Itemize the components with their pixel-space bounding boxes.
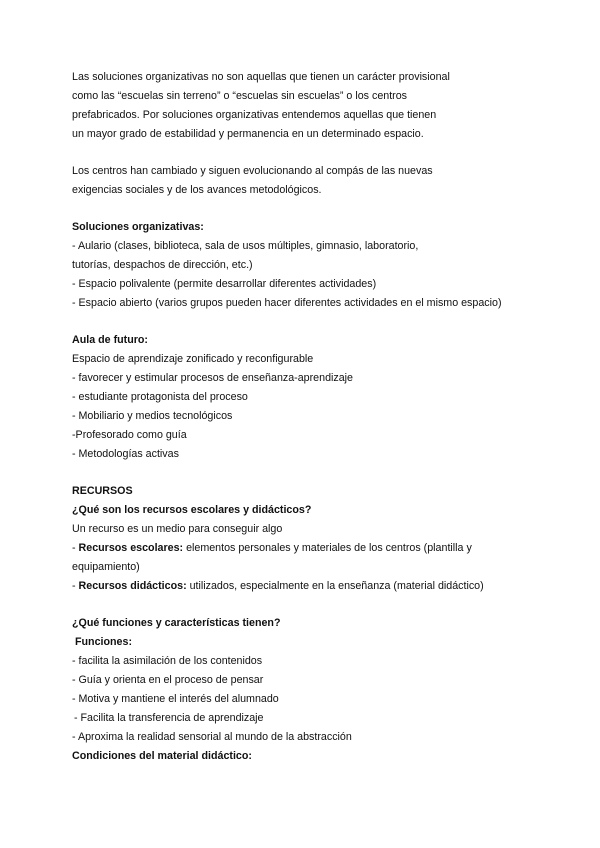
future-classroom-item: - Metodologías activas	[72, 448, 179, 460]
centers-line: exigencias sociales y de los avances metodológicos.	[72, 184, 322, 196]
school-resources-term: Recursos escolares:	[78, 542, 184, 554]
intro-line: como las “escuelas sin terreno” o “escuelas sin escuelas” o los centros	[72, 90, 408, 102]
document-page	[72, 68, 542, 766]
functions-section	[72, 614, 542, 766]
school-resources-continuation: equipamiento)	[72, 561, 140, 573]
spacer	[72, 144, 542, 162]
school-resources-prefix: -	[72, 542, 79, 554]
functions-question: ¿Qué funciones y características tienen?	[72, 617, 281, 629]
functions-item: - Facilita la transferencia de aprendizaje	[74, 712, 264, 724]
spacer	[72, 200, 542, 218]
resources-section	[72, 482, 542, 596]
resources-question: ¿Qué son los recursos escolares y didácticos?	[72, 504, 312, 516]
school-resources-item	[72, 539, 542, 558]
solutions-heading: Soluciones organizativas:	[72, 221, 204, 233]
spacer	[72, 313, 542, 331]
future-classroom-heading: Aula de futuro:	[72, 334, 148, 346]
spacer	[72, 596, 542, 614]
intro-line: prefabricados. Por soluciones organizativas entendemos aquellas que tienen	[72, 109, 437, 121]
functions-item: - Guía y orienta en el proceso de pensar	[72, 674, 264, 686]
functions-item: - Motiva y mantiene el interés del alumnado	[72, 693, 279, 705]
functions-item: - Aproxima la realidad sensorial al mundo de la abstracción	[72, 731, 352, 743]
future-classroom-item: - estudiante protagonista del proceso	[72, 391, 248, 403]
solutions-section	[72, 218, 542, 313]
future-classroom-item: -Profesorado como guía	[72, 429, 187, 441]
functions-item: - facilita la asimilación de los contenidos	[72, 655, 263, 667]
solutions-item: - Espacio polivalente (permite desarrollar diferentes actividades)	[72, 278, 377, 290]
solutions-item: tutorías, despachos de dirección, etc.)	[72, 259, 253, 271]
didactic-resources-item	[72, 577, 542, 596]
intro-line: Las soluciones organizativas no son aquellas que tienen un carácter provisional	[72, 71, 450, 83]
intro-line: un mayor grado de estabilidad y permanencia en un determinado espacio.	[72, 128, 424, 140]
solutions-item: - Espacio abierto (varios grupos pueden hacer diferentes actividades en el mismo espacio)	[72, 297, 502, 309]
didactic-resources-text: utilizados, especialmente en la enseñanza (material didáctico)	[186, 580, 484, 592]
solutions-item: - Aulario (clases, biblioteca, sala de usos múltiples, gimnasio, laboratorio,	[72, 240, 419, 252]
centers-paragraph	[72, 162, 542, 200]
didactic-resources-prefix: -	[72, 580, 79, 592]
future-classroom-item: Espacio de aprendizaje zonificado y reconfigurable	[72, 353, 314, 365]
centers-line: Los centros han cambiado y siguen evolucionando al compás de las nuevas	[72, 165, 433, 177]
resources-definition: Un recurso es un medio para conseguir algo	[72, 523, 283, 535]
resources-heading: RECURSOS	[72, 485, 133, 497]
conditions-heading: Condiciones del material didáctico:	[72, 750, 252, 762]
didactic-resources-term: Recursos didácticos:	[78, 580, 187, 592]
spacer	[72, 464, 542, 482]
school-resources-text: elementos personales y materiales de los centros (plantilla y	[183, 542, 472, 554]
functions-subheading: Funciones:	[75, 636, 133, 648]
future-classroom-item: - Mobiliario y medios tecnológicos	[72, 410, 233, 422]
intro-paragraph	[72, 68, 542, 144]
future-classroom-section	[72, 331, 542, 464]
future-classroom-item: - favorecer y estimular procesos de enseñanza-aprendizaje	[72, 372, 353, 384]
